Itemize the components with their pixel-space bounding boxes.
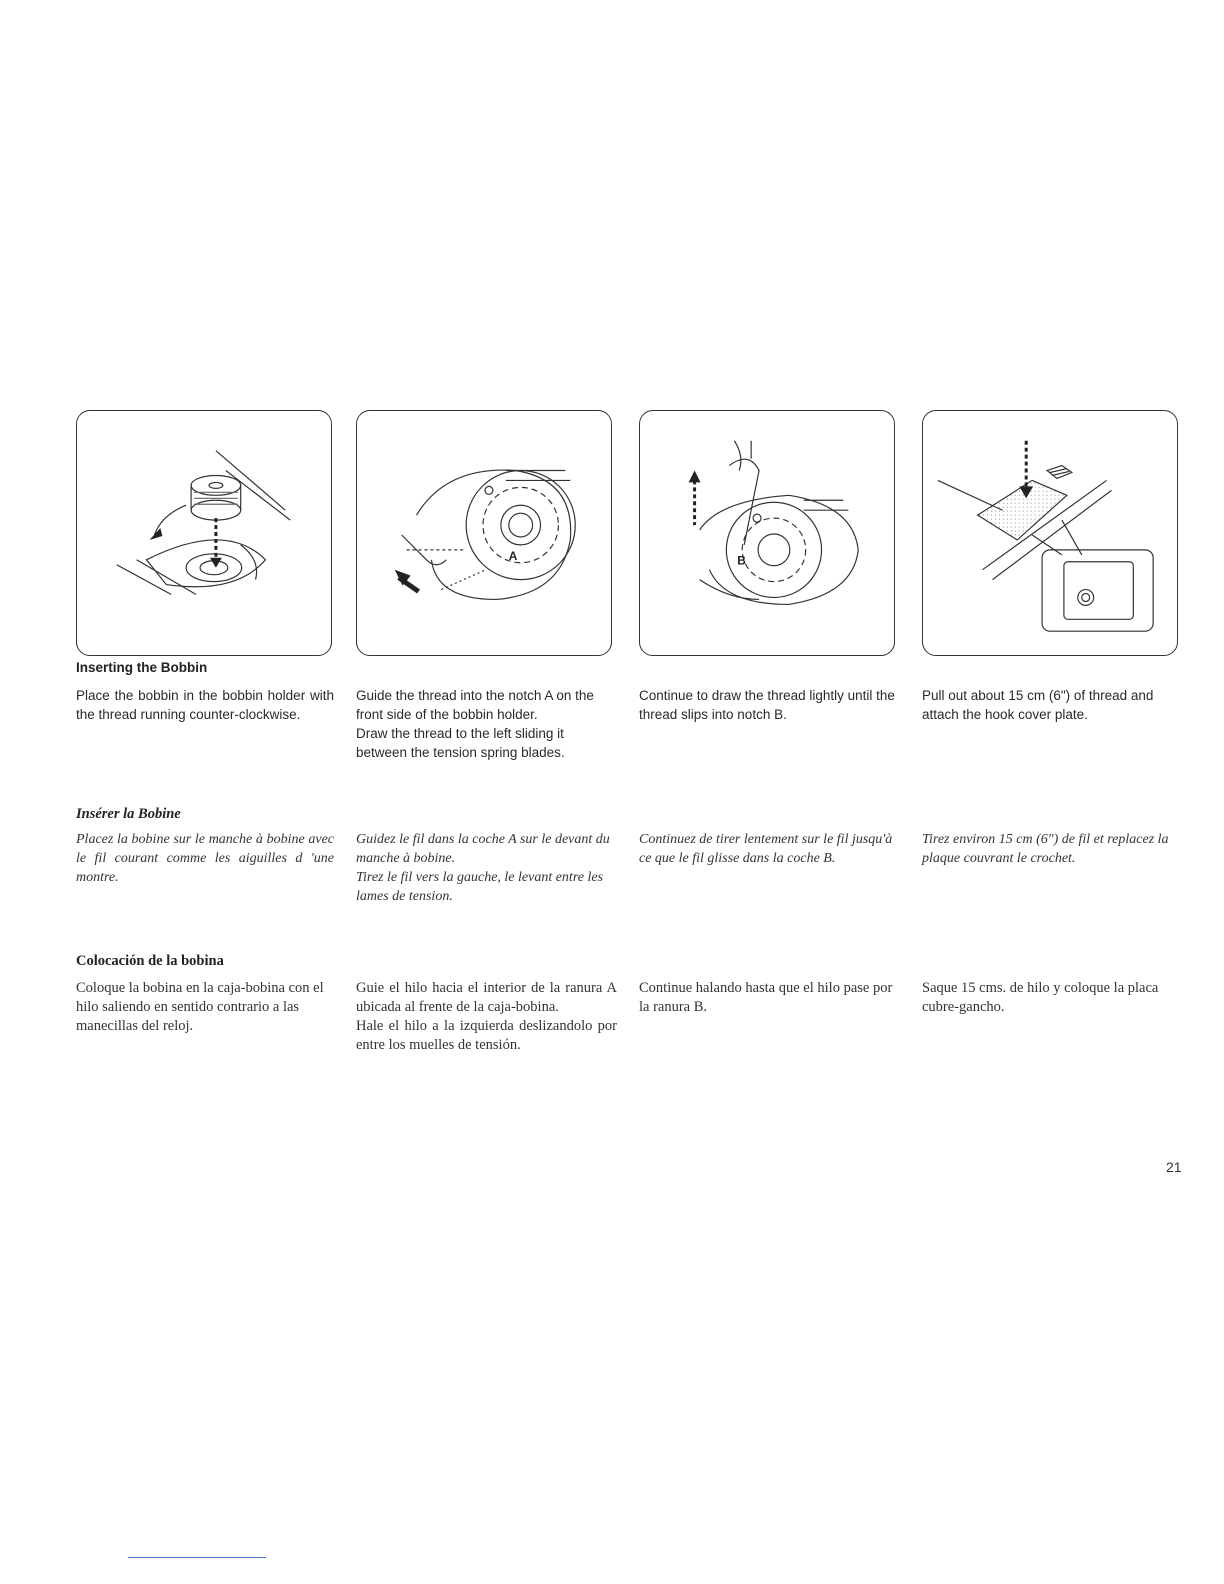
step-text: Saque 15 cms. de hilo y coloque la placa cubre-gancho.	[922, 980, 1159, 1015]
notch-a-drawing	[357, 411, 611, 655]
thread-notch-b-figure	[639, 410, 895, 656]
step-4-french	[922, 830, 1188, 868]
step-text: Tirez le fil vers la gauche, le levant entre les lames de tension.	[356, 870, 604, 904]
step-text: Continuez de tirer lentement sur le fil jusqu'à ce que le fil glisse dans la coche B.	[639, 832, 893, 866]
step-4-spanish	[922, 979, 1188, 1017]
step-3-spanish	[639, 979, 901, 1017]
step-text: Placez la bobine sur le manche à bobine avec le fil courant comme les aiguilles d 'une montre.	[76, 832, 334, 885]
step-3-english	[639, 686, 901, 724]
step-4-english	[922, 686, 1188, 724]
step-text: Pull out about 15 cm (6") of thread and attach the hook cover plate.	[922, 688, 1154, 722]
step-text: Continue to draw the thread lightly until the thread slips into notch B.	[639, 688, 895, 722]
notch-b-label: B	[737, 553, 746, 568]
step-2-french	[356, 830, 617, 906]
step-text: Guide the thread into the notch A on the front side of the bobbin holder.	[356, 688, 594, 722]
step-3-french	[639, 830, 901, 868]
step-2-english	[356, 686, 617, 762]
footer-rule	[128, 1557, 266, 1558]
heading-spanish: Colocación de la bobina	[76, 953, 224, 969]
step-text: Guie el hilo hacia el interior de la ranura A ubicada al frente de la caja-bobina.	[356, 980, 617, 1015]
step-text: Place the bobbin in the bobbin holder with the thread running counter-clockwise.	[76, 688, 334, 722]
step-text: Guidez le fil dans la coche A sur le devant du manche à bobine.	[356, 832, 610, 866]
hook-cover-drawing	[923, 411, 1177, 655]
step-text: Hale el hilo a la izquierda deslizandolo por entre los muelles de tensión.	[356, 1018, 617, 1053]
bobbin-insertion-figure	[76, 410, 332, 656]
step-2-spanish	[356, 979, 617, 1055]
bobbin-insertion-drawing	[77, 411, 331, 655]
page-number: 21	[1166, 1159, 1182, 1175]
step-text: Continue halando hasta que el hilo pase por la ranura B.	[639, 980, 893, 1015]
heading-english: Inserting the Bobbin	[76, 660, 208, 675]
step-text: Tirez environ 15 cm (6") de fil et replacez la plaque couvrant le crochet.	[922, 832, 1169, 866]
hook-cover-plate-figure	[922, 410, 1178, 656]
notch-b-drawing	[640, 411, 894, 655]
step-1-french	[76, 830, 334, 887]
step-text: Draw the thread to the left sliding it between the tension spring blades.	[356, 726, 565, 760]
step-1-english	[76, 686, 334, 724]
thread-notch-a-figure	[356, 410, 612, 656]
notch-a-label: A	[508, 548, 518, 563]
heading-french: Insérer la Bobine	[76, 806, 181, 822]
step-1-spanish	[76, 979, 334, 1036]
step-text: Coloque la bobina en la caja-bobina con el hilo saliendo en sentido contrario a las manecillas del reloj.	[76, 980, 324, 1034]
